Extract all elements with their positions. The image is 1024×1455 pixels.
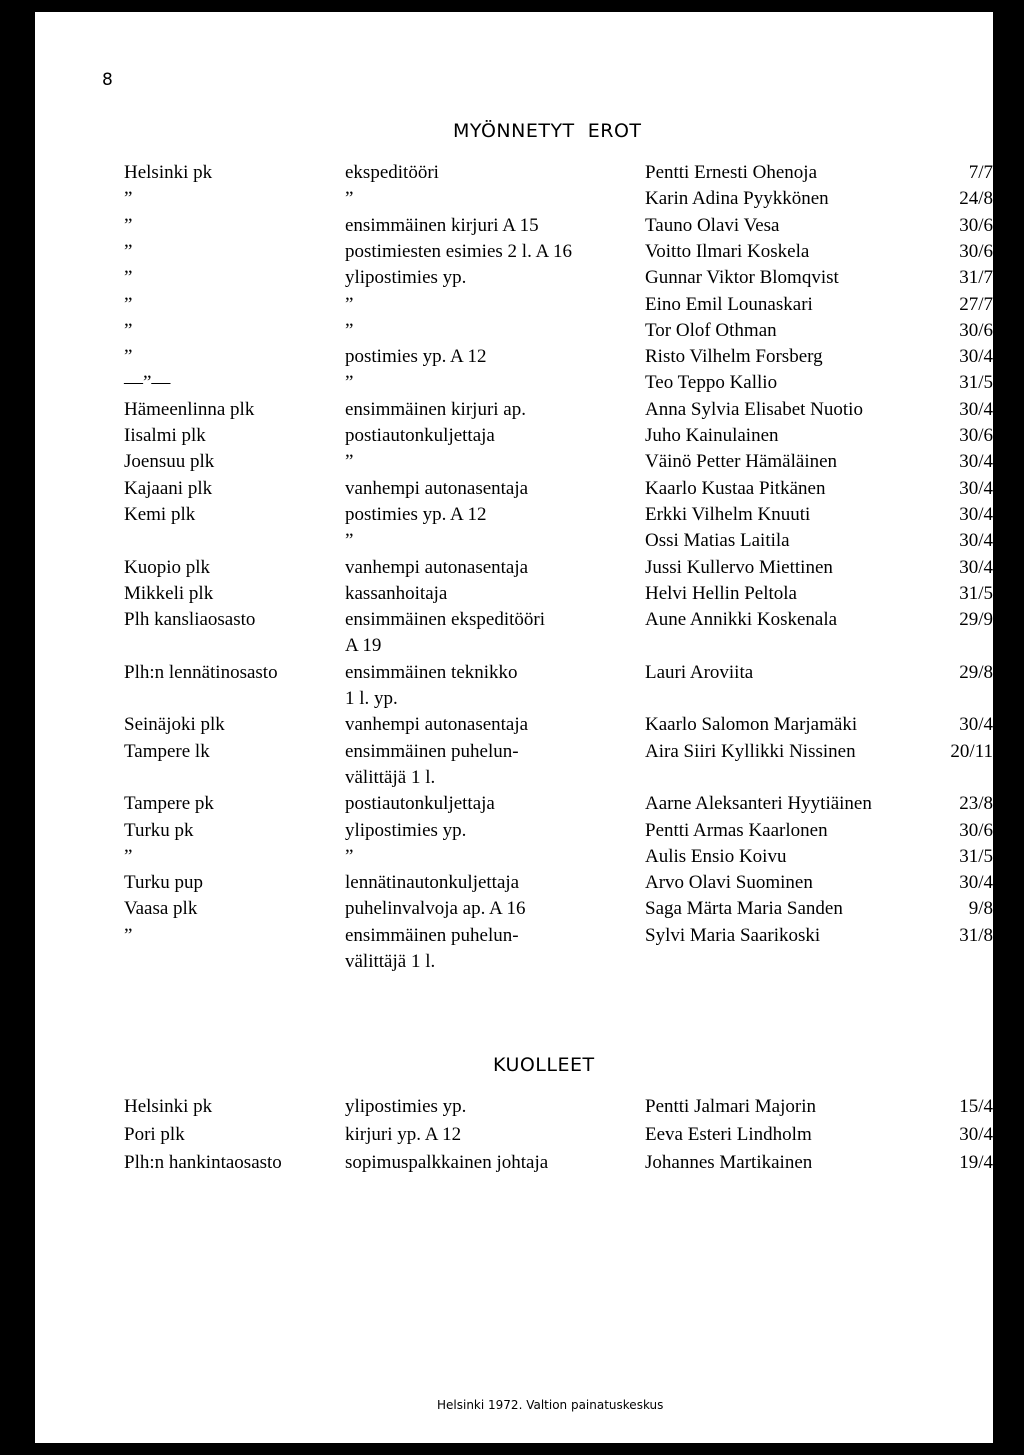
position-cell: ”: [345, 188, 354, 210]
name-cell: Ossi Matias Laitila: [645, 530, 790, 552]
office-cell: —”—: [124, 372, 171, 394]
table-row: [35, 1094, 993, 1120]
office-cell: Seinäjoki plk: [124, 714, 225, 736]
office-cell: Helsinki pk: [124, 1096, 213, 1117]
table-row: [35, 633, 993, 659]
date-cell: 30/6: [959, 319, 993, 341]
office-cell: ”: [124, 346, 133, 368]
office-cell: Turku pk: [124, 819, 194, 841]
position-cell: 1 l. yp.: [345, 688, 398, 709]
office-cell: ”: [124, 319, 133, 341]
position-cell: välittäjä 1 l.: [345, 766, 436, 788]
table-row: [35, 528, 993, 554]
position-cell: ”: [345, 530, 354, 552]
position-cell: postimiesten esimies 2 l. A 16: [345, 240, 572, 262]
office-cell: Kuopio plk: [124, 556, 211, 578]
table-row: [35, 160, 993, 186]
date-cell: 30/4: [959, 451, 993, 473]
position-cell: ylipostimies yp.: [345, 819, 467, 841]
position-cell: ”: [345, 451, 354, 473]
date-cell: 19/4: [959, 1152, 993, 1173]
position-cell: ”: [345, 293, 354, 315]
name-cell: Aira Siiri Kyllikki Nissinen: [645, 740, 856, 762]
name-cell: Kaarlo Salomon Marjamäki: [645, 714, 858, 736]
table-row: [35, 818, 993, 844]
table-row: [35, 370, 993, 396]
date-cell: 30/4: [959, 477, 993, 499]
name-cell: Jussi Kullervo Miettinen: [645, 556, 833, 578]
section-title-resignations: MYÖNNETYT EROT: [453, 120, 642, 142]
position-cell: ensimmäinen puhelun-: [345, 740, 519, 762]
name-cell: Aarne Aleksanteri Hyytiäinen: [645, 793, 872, 815]
name-cell: Erkki Vilhelm Knuuti: [645, 503, 811, 525]
office-cell: Turku pup: [124, 872, 204, 894]
table-row: [35, 292, 993, 318]
position-cell: ”: [345, 319, 354, 341]
office-cell: Mikkeli plk: [124, 582, 214, 604]
position-cell: vanhempi autonasentaja: [345, 477, 529, 499]
name-cell: Arvo Olavi Suominen: [645, 872, 813, 894]
date-cell: 30/4: [959, 503, 993, 525]
name-cell: Eeva Esteri Lindholm: [645, 1124, 812, 1145]
table-row: [35, 607, 993, 633]
table-row: [35, 923, 993, 949]
date-cell: 30/4: [959, 346, 993, 368]
printer-imprint: Helsinki 1972. Valtion painatuskeskus: [437, 1398, 664, 1412]
table-row: [35, 712, 993, 738]
table-row: [35, 449, 993, 475]
office-cell: Plh:n lennätinosasto: [124, 661, 278, 683]
position-cell: puhelinvalvoja ap. A 16: [345, 898, 526, 920]
office-cell: ”: [124, 293, 133, 315]
table-row: [35, 870, 993, 896]
date-cell: 30/4: [959, 556, 993, 578]
position-cell: kirjuri yp. A 12: [345, 1124, 462, 1145]
name-cell: Voitto Ilmari Koskela: [645, 240, 810, 262]
office-cell: Tampere pk: [124, 793, 214, 815]
position-cell: välittäjä 1 l.: [345, 951, 436, 972]
table-row: [35, 949, 993, 975]
table-row: [35, 344, 993, 370]
position-cell: ensimmäinen puhelun-: [345, 924, 519, 946]
table-row: [35, 1122, 993, 1148]
table-row: [35, 186, 993, 212]
position-cell: ensimmäinen ekspeditööri: [345, 609, 545, 631]
date-cell: 30/6: [959, 425, 993, 446]
office-cell: ”: [124, 924, 133, 946]
office-cell: Joensuu plk: [124, 451, 215, 473]
office-cell: Tampere lk: [124, 740, 210, 762]
name-cell: Juho Kainulainen: [645, 425, 779, 446]
date-cell: 7/7: [968, 162, 993, 183]
position-cell: lennätinautonkuljettaja: [345, 872, 520, 894]
table-row: [35, 213, 993, 239]
date-cell: 31/5: [959, 845, 993, 867]
position-cell: kassanhoitaja: [345, 582, 448, 604]
date-cell: 31/5: [959, 582, 993, 604]
date-cell: 20/11: [950, 740, 993, 762]
position-cell: vanhempi autonasentaja: [345, 556, 529, 578]
date-cell: 30/4: [959, 1124, 993, 1145]
position-cell: ensimmäinen kirjuri ap.: [345, 398, 526, 420]
office-cell: Vaasa plk: [124, 898, 198, 920]
date-cell: 31/8: [959, 924, 993, 946]
date-cell: 29/8: [959, 661, 993, 683]
office-cell: Pori plk: [124, 1124, 185, 1145]
name-cell: Pentti Jalmari Majorin: [645, 1096, 816, 1117]
date-cell: 31/5: [959, 372, 993, 394]
position-cell: postiautonkuljettaja: [345, 793, 495, 815]
date-cell: 24/8: [959, 188, 993, 210]
office-cell: ”: [124, 240, 133, 262]
office-cell: Plh:n hankintaosasto: [124, 1152, 282, 1173]
position-cell: postimies yp. A 12: [345, 503, 487, 525]
table-row: [35, 581, 993, 607]
table-row: [35, 397, 993, 423]
position-cell: ylipostimies yp.: [345, 267, 467, 289]
page-number: 8: [102, 70, 113, 90]
table-row: [35, 844, 993, 870]
date-cell: 30/6: [959, 214, 993, 236]
position-cell: A 19: [345, 635, 382, 657]
name-cell: Tauno Olavi Vesa: [645, 214, 780, 236]
position-cell: sopimuspalkkainen johtaja: [345, 1152, 549, 1173]
table-row: [35, 896, 993, 922]
office-cell: ”: [124, 845, 133, 867]
office-cell: Hämeenlinna plk: [124, 398, 255, 420]
name-cell: Eino Emil Lounaskari: [645, 293, 813, 315]
position-cell: postimies yp. A 12: [345, 346, 487, 368]
name-cell: Sylvi Maria Saarikoski: [645, 924, 821, 946]
office-cell: Kemi plk: [124, 503, 196, 525]
table-row: [35, 765, 993, 791]
date-cell: 27/7: [959, 293, 993, 315]
name-cell: Gunnar Viktor Blomqvist: [645, 267, 839, 289]
name-cell: Tor Olof Othman: [645, 319, 777, 341]
position-cell: ”: [345, 372, 354, 394]
name-cell: Aulis Ensio Koivu: [645, 845, 787, 867]
name-cell: Johannes Martikainen: [645, 1152, 813, 1173]
office-cell: Plh kansliaosasto: [124, 609, 256, 631]
table-row: [35, 686, 993, 712]
name-cell: Väinö Petter Hämäläinen: [645, 451, 838, 473]
date-cell: 30/6: [959, 240, 993, 262]
name-cell: Risto Vilhelm Forsberg: [645, 346, 823, 368]
name-cell: Helvi Hellin Peltola: [645, 582, 797, 604]
position-cell: vanhempi autonasentaja: [345, 714, 529, 736]
name-cell: Kaarlo Kustaa Pitkänen: [645, 477, 826, 499]
office-cell: Kajaani plk: [124, 477, 213, 499]
table-row: [35, 1150, 993, 1176]
name-cell: Saga Märta Maria Sanden: [645, 898, 843, 920]
table-row: [35, 739, 993, 765]
office-cell: Iisalmi plk: [124, 425, 206, 446]
date-cell: 29/9: [959, 609, 993, 631]
office-cell: ”: [124, 267, 133, 289]
position-cell: ekspeditööri: [345, 162, 439, 183]
position-cell: ensimmäinen kirjuri A 15: [345, 214, 539, 236]
date-cell: 31/7: [959, 267, 993, 289]
date-cell: 23/8: [959, 793, 993, 815]
date-cell: 30/6: [959, 819, 993, 841]
name-cell: Karin Adina Pyykkönen: [645, 188, 829, 210]
date-cell: 15/4: [959, 1096, 993, 1117]
table-row: [35, 502, 993, 528]
name-cell: Teo Teppo Kallio: [645, 372, 778, 394]
name-cell: Aune Annikki Koskenala: [645, 609, 838, 631]
table-row: [35, 476, 993, 502]
office-cell: ”: [124, 214, 133, 236]
section-title-deceased: KUOLLEET: [493, 1054, 595, 1076]
name-cell: Lauri Aroviita: [645, 661, 754, 683]
table-row: [35, 660, 993, 686]
date-cell: 30/4: [959, 714, 993, 736]
date-cell: 30/4: [959, 398, 993, 420]
date-cell: 30/4: [959, 530, 993, 552]
table-row: [35, 791, 993, 817]
office-cell: ”: [124, 188, 133, 210]
date-cell: 30/4: [959, 872, 993, 894]
position-cell: postiautonkuljettaja: [345, 425, 495, 446]
date-cell: 9/8: [968, 898, 993, 920]
position-cell: ensimmäinen teknikko: [345, 661, 518, 683]
name-cell: Anna Sylvia Elisabet Nuotio: [645, 398, 863, 420]
table-row: [35, 265, 993, 291]
table-row: [35, 423, 993, 449]
name-cell: Pentti Armas Kaarlonen: [645, 819, 828, 841]
document-page: [35, 12, 993, 1443]
table-row: [35, 555, 993, 581]
table-row: [35, 318, 993, 344]
office-cell: Helsinki pk: [124, 162, 213, 183]
name-cell: Pentti Ernesti Ohenoja: [645, 162, 818, 183]
table-row: [35, 239, 993, 265]
position-cell: ylipostimies yp.: [345, 1096, 467, 1117]
position-cell: ”: [345, 845, 354, 867]
